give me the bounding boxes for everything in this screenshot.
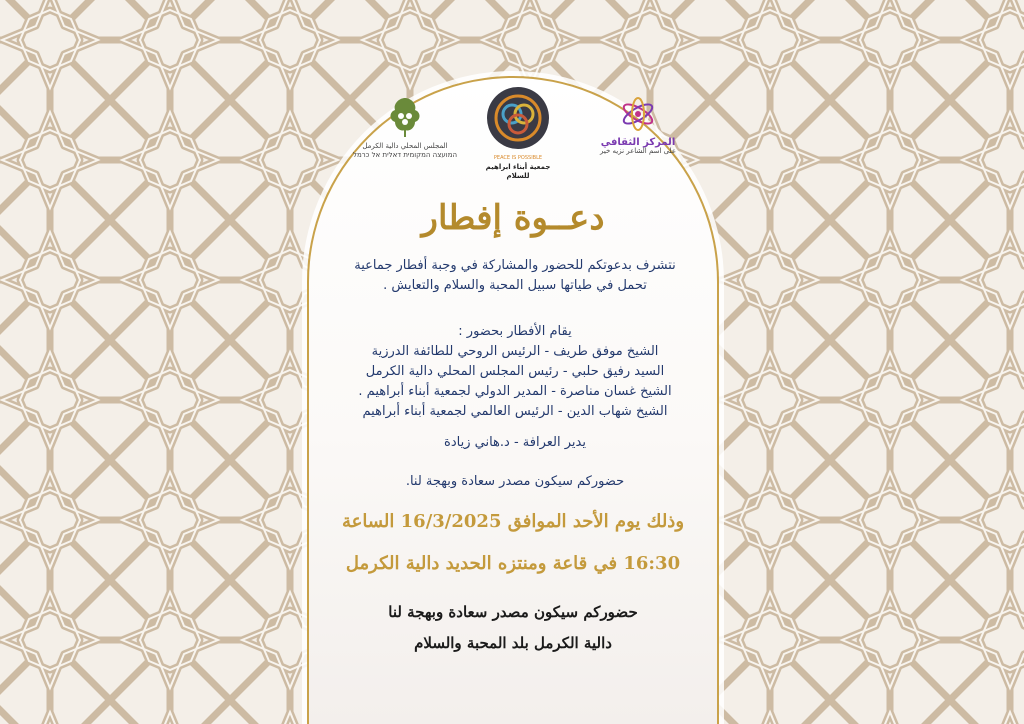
peace-association-logo bbox=[473, 86, 563, 181]
intro-line: تحمل في طياتها سبيل المحبة والسلام والتعايش . bbox=[383, 278, 647, 293]
attendee-line: الشيخ غسان مناصرة - المدير الدولي لجمعية أبناء أبراهيم . bbox=[358, 384, 672, 399]
attendees-list bbox=[330, 322, 700, 422]
local-council-caption-ar: المجلس المحلي دالية الكرمل bbox=[362, 142, 448, 150]
motto-line: دالية الكرمل بلد المحبة والسلام bbox=[414, 634, 612, 652]
intro-paragraph bbox=[330, 256, 700, 296]
atom-icon bbox=[618, 94, 658, 134]
peace-association-caption: جمعية أبناء ابراهيم للسلام bbox=[485, 163, 551, 180]
cultural-center-subcaption: على اسم الشاعر نزيه خير bbox=[599, 147, 676, 155]
host-line: يدير العرافة - د.هاني زيادة bbox=[444, 435, 586, 450]
cultural-center-logo bbox=[588, 94, 688, 156]
date-line: وذلك يوم الأحد الموافق 16/3/2025 الساعة bbox=[341, 511, 685, 532]
attendee-line: الشيخ شهاب الدين - الرئيس العالمي لجمعية أبناء أبراهيم bbox=[362, 404, 668, 419]
invitation-title: دعــوة إفطار bbox=[421, 198, 605, 238]
peace-knot-icon bbox=[486, 86, 550, 150]
grape-leaf-icon bbox=[385, 94, 425, 138]
logo-row bbox=[330, 86, 700, 180]
peace-ring-text: PEACE IS POSSIBLE bbox=[493, 155, 543, 161]
closing-line-large: حضوركم سيكون مصدر سعادة وبهجة لنا bbox=[388, 603, 638, 621]
cultural-center-caption: المركز الثقافي bbox=[600, 137, 676, 148]
local-council-caption-he: המועצה המקומית דאלית אל כרמל bbox=[352, 151, 458, 159]
local-council-logo bbox=[350, 94, 460, 160]
attendee-line: السيد رفيق حلبي - رئيس المجلس المحلي دالية الكرمل bbox=[365, 364, 665, 379]
intro-line: نتشرف بدعوتكم للحضور والمشاركة في وجبة أفطار جماعية bbox=[354, 258, 676, 273]
attendee-line: الشيخ موفق طريف - الرئيس الروحي للطائفة الدرزية bbox=[371, 344, 659, 359]
closing-line-small: حضوركم سيكون مصدر سعادة وبهجة لنا. bbox=[405, 474, 625, 489]
attendees-heading: يقام الأفطار بحضور : bbox=[458, 324, 572, 339]
place-line: 16:30 في قاعة ومنتزه الحديد دالية الكرمل bbox=[345, 553, 681, 574]
